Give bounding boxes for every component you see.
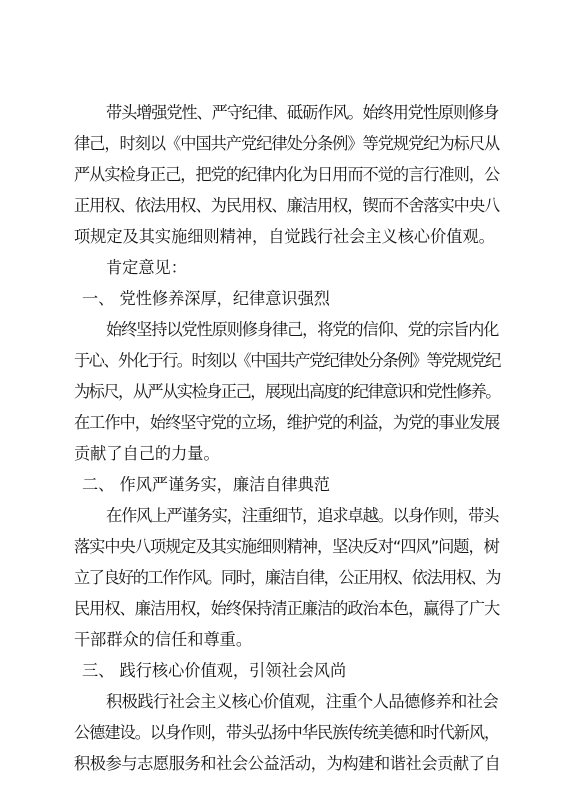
section-heading: 二、 作风严谨务实，廉洁自律典范 xyxy=(82,475,330,494)
section-heading: 三、 践行核心价值观，引领社会风尚 xyxy=(82,661,347,680)
paragraph-line: 正用权、依法用权、为民用权、廉洁用权，锲而不舍落实中央八 xyxy=(74,196,500,215)
paragraph-line: 贡献了自己的力量。 xyxy=(74,444,220,463)
section-label: 肯定意见： xyxy=(106,258,187,277)
paragraph-line: 严从实检身正己，把党的纪律内化为日用而不觉的言行准则，公 xyxy=(74,165,500,184)
paragraph-line: 带头增强党性、严守纪律、砥砺作风。始终用党性原则修身 xyxy=(106,103,499,122)
paragraph-line: 于心、外化于行。时刻以《中国共产党纪律处分条例》等党规党纪 xyxy=(74,351,500,370)
paragraph-line: 干部群众的信任和尊重。 xyxy=(74,630,253,649)
paragraph-line: 落实中央八项规定及其实施细则精神，坚决反对“四风”问题，树 xyxy=(74,537,499,556)
paragraph-line: 公德建设。以身作则，带头弘扬中华民族传统美德和时代新风， xyxy=(74,723,500,742)
paragraph-line: 始终坚持以党性原则修身律己，将党的信仰、党的宗旨内化 xyxy=(106,320,499,339)
paragraph-line: 积极参与志愿服务和社会公益活动，为构建和谐社会贡献了自 xyxy=(74,754,501,773)
paragraph-line: 为标尺，从严从实检身正己，展现出高度的纪律意识和党性修养。 xyxy=(74,382,500,401)
paragraph-line: 项规定及其实施细则精神，自觉践行社会主义核心价值观。 xyxy=(74,227,495,246)
paragraph-line: 律己，时刻以《中国共产党纪律处分条例》等党规党纪为标尺从 xyxy=(74,134,500,153)
paragraph-line: 立了良好的工作作风。同时，廉洁自律，公正用权、依法用权、为 xyxy=(74,568,500,587)
section-heading: 一、 党性修养深厚，纪律意识强烈 xyxy=(82,289,330,308)
paragraph-line: 民用权、廉洁用权，始终保持清正廉洁的政治本色，赢得了广大 xyxy=(74,599,500,618)
paragraph-line: 在工作中，始终坚守党的立场，维护党的利益，为党的事业发展 xyxy=(74,413,500,432)
paragraph-line: 在作风上严谨务实，注重细节，追求卓越。以身作则，带头 xyxy=(106,506,499,525)
paragraph-line: 积极践行社会主义核心价值观，注重个人品德修养和社会 xyxy=(106,692,499,711)
